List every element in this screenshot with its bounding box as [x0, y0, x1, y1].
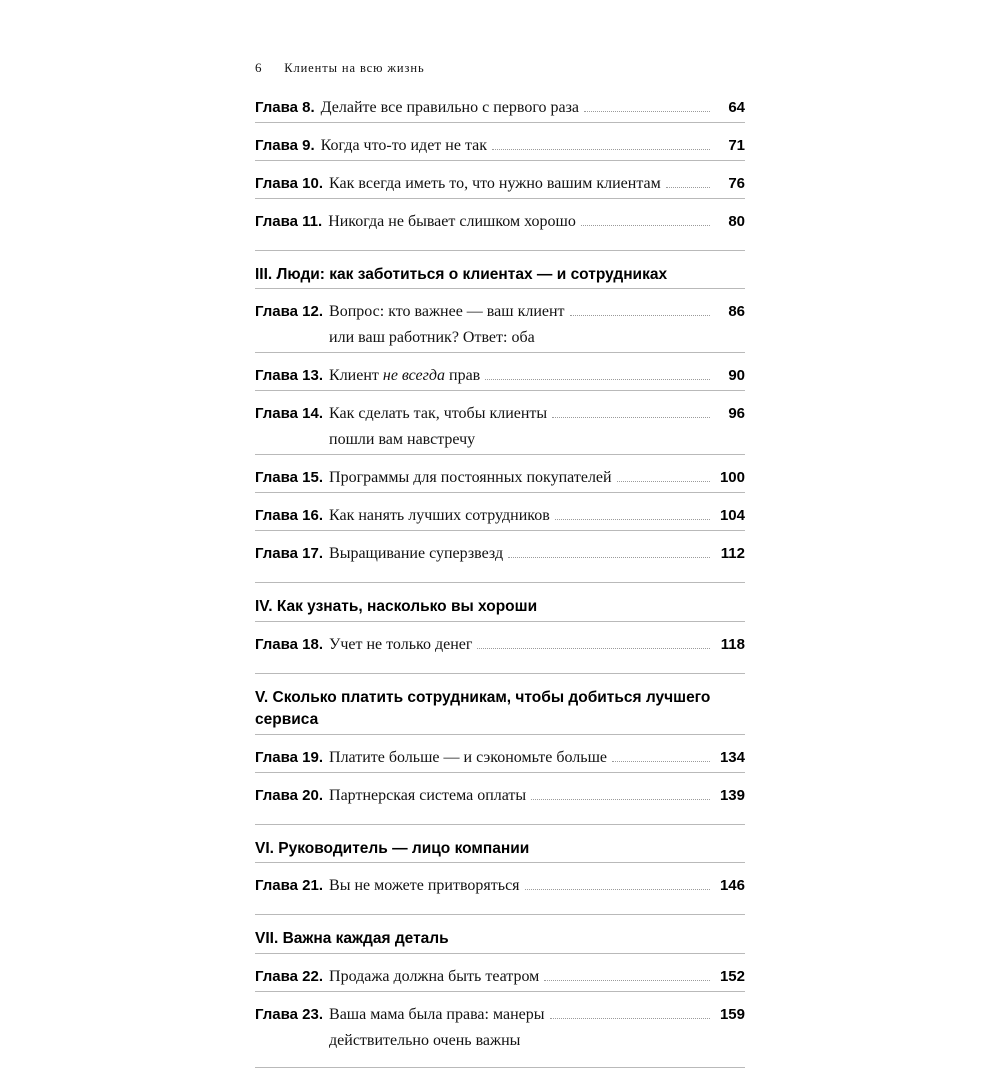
toc-entry[interactable]	[255, 772, 745, 810]
toc-entry-line	[329, 784, 745, 808]
toc-entry-label: Глава 8.	[255, 99, 315, 116]
toc-entry-title: Вы не можете притворяться	[329, 877, 520, 895]
toc-entry-label: Глава 19.	[255, 748, 324, 766]
toc-entry-body	[329, 746, 745, 770]
toc-leader-dots	[581, 225, 710, 226]
toc-entry[interactable]	[255, 991, 745, 1055]
toc-entry-body	[329, 965, 745, 989]
toc-entry-page-number: 86	[728, 303, 745, 321]
toc-leader-dots	[666, 187, 710, 188]
toc-entry-line	[321, 96, 745, 120]
book-title: Клиенты на всю жизнь	[284, 61, 425, 75]
toc-leader-dots	[508, 557, 710, 558]
toc-entry-body	[329, 874, 745, 898]
toc-entry-title: Никогда не бывает слишком хорошо	[328, 213, 576, 230]
toc-entry[interactable]	[255, 288, 745, 352]
toc-entry-line	[329, 1003, 745, 1027]
toc-section-heading: IV. Как узнать, насколько вы хороши	[255, 582, 745, 618]
toc-entry-title: Программы для постоянных покупателей	[329, 469, 612, 487]
toc-entry-label: Глава 21.	[255, 877, 324, 895]
toc-entry-label: Глава 10.	[255, 175, 324, 192]
toc-entry-line	[329, 364, 745, 388]
toc-entry-label: Глава 22.	[255, 967, 324, 985]
toc-entry-line	[329, 402, 745, 426]
toc-entry-title: Вопрос: кто важнее — ваш клиент	[329, 303, 565, 321]
toc-leader-dots	[570, 315, 710, 316]
toc-entry-page-number: 104	[719, 507, 745, 525]
toc-entry-label: Глава 18.	[255, 635, 324, 653]
toc-entry-title: Как всегда иметь то, что нужно вашим клиентам	[329, 175, 661, 192]
toc-entry-body	[329, 1003, 745, 1053]
toc-entry-title-continuation: пошли вам навстречу	[329, 431, 476, 449]
toc-entry[interactable]	[255, 454, 745, 492]
toc-entry-page-number: 76	[728, 175, 745, 192]
toc-entry-title: Продажа должна быть театром	[329, 967, 540, 985]
toc-entry[interactable]	[255, 862, 745, 900]
toc-entry[interactable]	[255, 492, 745, 530]
toc-entry-title-continuation: действительно очень важны	[329, 1031, 521, 1049]
toc-entry-page-number: 100	[719, 469, 745, 487]
toc-entry[interactable]	[255, 96, 745, 122]
toc-entry[interactable]	[255, 734, 745, 772]
toc-entry-line	[329, 874, 745, 898]
toc-entry[interactable]	[255, 122, 745, 160]
toc-leader-dots	[550, 1018, 710, 1019]
toc-entry-body	[329, 466, 745, 490]
toc-entry-label: Глава 17.	[255, 545, 324, 563]
toc-entry-line	[329, 172, 745, 196]
toc-leader-dots	[477, 648, 710, 649]
toc-entry-line	[329, 965, 745, 989]
toc-entry-body	[321, 96, 745, 120]
toc-entry-label: Глава 12.	[255, 303, 324, 321]
toc-entry-page-number: 90	[728, 367, 745, 385]
toc-entry-label: Глава 16.	[255, 507, 324, 525]
toc-entry-page-number: 96	[728, 405, 745, 423]
toc-entry-label: Глава 20.	[255, 786, 324, 804]
toc-list	[255, 96, 745, 1055]
toc-entry[interactable]	[255, 198, 745, 236]
toc-leader-dots	[544, 980, 710, 981]
toc-entry-page-number: 146	[719, 877, 745, 895]
toc-section-heading: VI. Руководитель — лицо компании	[255, 824, 745, 860]
toc-entry-label: Глава 23.	[255, 1005, 324, 1023]
toc-entry-line	[329, 542, 745, 566]
toc-entry-title: Делайте все правильно с первого раза	[320, 99, 580, 116]
toc-entry-title: Ваша мама была права: манеры	[329, 1005, 545, 1023]
toc-entry-body	[329, 300, 745, 350]
toc-entry-body	[329, 402, 745, 452]
toc-entry-body	[329, 542, 745, 566]
toc-section-heading: VII. Важна каждая деталь	[255, 914, 745, 950]
toc-entry-label: Глава 13.	[255, 367, 324, 385]
toc-entry-title: Выращивание суперзвезд	[329, 545, 504, 563]
toc-leader-dots	[552, 417, 710, 418]
running-head	[255, 60, 745, 76]
toc-entry-title: Платите больше — и сэкономьте больше	[329, 748, 608, 766]
toc-entry-page-number: 80	[728, 213, 745, 230]
toc-entry-line	[329, 466, 745, 490]
toc-entry[interactable]	[255, 621, 745, 659]
toc-entry-line	[329, 504, 745, 528]
toc-section-heading: V. Сколько платить сотрудникам, чтобы добиться лучшего сервиса	[255, 673, 745, 732]
toc-leader-dots	[617, 481, 710, 482]
toc-entry[interactable]	[255, 953, 745, 991]
toc-entry-line	[329, 746, 745, 770]
toc-entry-title: Как нанять лучших сотрудников	[329, 507, 550, 525]
toc-leader-dots	[555, 519, 710, 520]
toc-entry[interactable]	[255, 352, 745, 390]
toc-entry-body	[328, 210, 745, 234]
toc-entry[interactable]	[255, 160, 745, 198]
toc-entry-title: Клиент не всегда прав	[329, 367, 481, 385]
toc-entry-title: Как сделать так, чтобы клиенты	[329, 405, 548, 423]
toc-entry-page-number: 71	[728, 137, 745, 154]
toc-entry-body	[329, 784, 745, 808]
toc-entry-page-number: 112	[720, 545, 745, 563]
toc-entry-line	[328, 210, 745, 234]
page-folio: 6	[255, 60, 263, 75]
toc-entry-body	[329, 172, 745, 196]
toc-entry-title-continuation: или ваш работник? Ответ: оба	[329, 329, 535, 347]
toc-entry-label: Глава 9.	[255, 137, 315, 154]
toc-leader-dots	[531, 799, 710, 800]
toc-entry-page-number: 134	[719, 748, 745, 766]
toc-entry-title: Учет не только денег	[329, 635, 473, 653]
toc-entry-line	[329, 300, 745, 324]
toc-entry-body	[329, 364, 745, 388]
toc-entry-label: Глава 11.	[255, 213, 323, 230]
toc-entry-line	[329, 633, 745, 657]
toc-entry-page-number: 159	[719, 1005, 745, 1023]
toc-leader-dots	[485, 379, 710, 380]
toc-content	[255, 60, 745, 1068]
toc-entry-body	[329, 504, 745, 528]
toc-entry-body	[329, 633, 745, 657]
toc-entry[interactable]	[255, 390, 745, 454]
toc-section-heading: III. Люди: как заботиться о клиентах — и сотрудниках	[255, 250, 745, 286]
toc-entry-line	[321, 134, 745, 158]
toc-entry-label: Глава 15.	[255, 469, 324, 487]
toc-entry[interactable]	[255, 530, 745, 568]
toc-entry-page-number: 64	[728, 99, 745, 116]
toc-entry-page-number: 139	[719, 786, 745, 804]
toc-leader-dots	[492, 149, 710, 150]
toc-leader-dots	[584, 111, 710, 112]
toc-entry-page-number: 118	[720, 635, 745, 653]
toc-leader-dots	[525, 889, 710, 890]
toc-entry-label: Глава 14.	[255, 405, 324, 423]
toc-entry-title: Когда что-то идет не так	[320, 137, 488, 154]
toc-leader-dots	[612, 761, 710, 762]
toc-entry-title: Партнерская система оплаты	[329, 786, 527, 804]
toc-entry-page-number: 152	[719, 967, 745, 985]
toc-entry-body	[321, 134, 745, 158]
